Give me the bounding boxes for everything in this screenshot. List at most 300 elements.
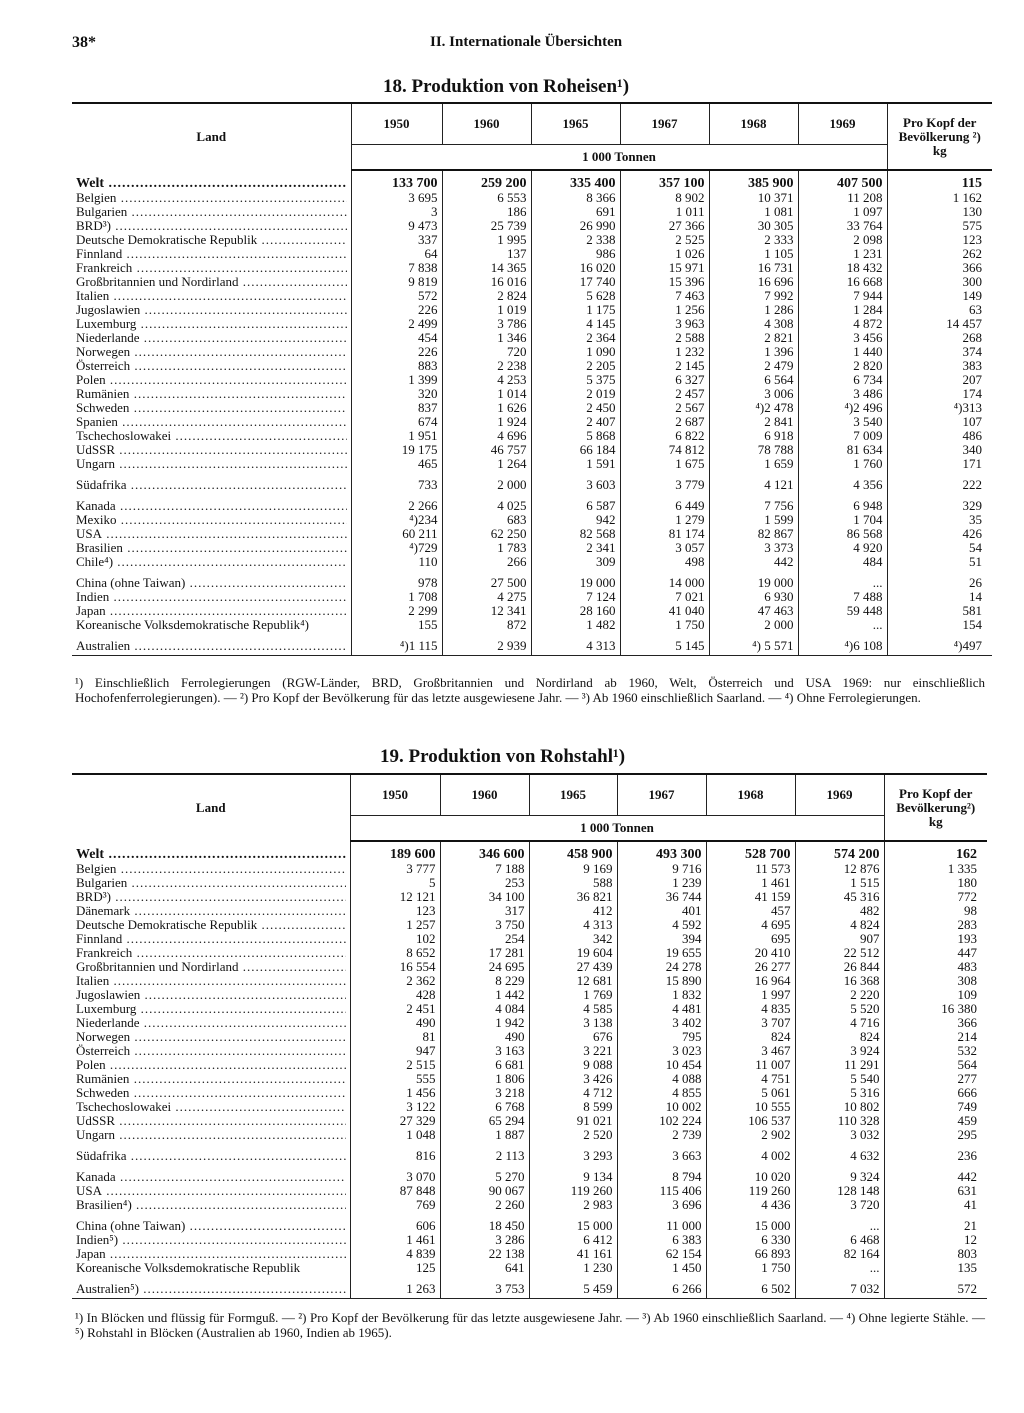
per-capita-cell: 135 xyxy=(884,1261,987,1275)
table-row xyxy=(72,618,992,632)
value-cell: 16 668 xyxy=(798,275,887,289)
value-cell: 189 600 xyxy=(350,841,440,862)
column-header-year: 1968 xyxy=(709,103,798,145)
table-row xyxy=(72,569,992,590)
value-cell: 7 488 xyxy=(798,590,887,604)
value-cell: 11 000 xyxy=(617,1212,706,1233)
row-label: Tschechoslowakei ..... xyxy=(72,1100,350,1114)
row-label: Frankreich ..... xyxy=(72,946,350,960)
per-capita-cell: 366 xyxy=(887,261,992,275)
row-label: Kanada ..... xyxy=(72,492,351,513)
value-cell: 87 848 xyxy=(350,1184,440,1198)
per-capita-cell: 295 xyxy=(884,1128,987,1142)
table-row xyxy=(72,303,992,317)
row-label: Deutsche Demokratische Republik ..... xyxy=(72,233,351,247)
value-cell: 407 500 xyxy=(798,170,887,191)
value-cell: 8 229 xyxy=(440,974,529,988)
value-cell: 816 xyxy=(350,1142,440,1163)
table-row xyxy=(72,960,987,974)
value-cell: 3 750 xyxy=(440,918,529,932)
row-label: China (ohne Taiwan) ..... xyxy=(72,569,351,590)
value-cell: 90 067 xyxy=(440,1184,529,1198)
value-cell: 6 587 xyxy=(531,492,620,513)
value-cell: 6 330 xyxy=(706,1233,795,1247)
value-cell: 458 900 xyxy=(529,841,617,862)
value-cell: 4 716 xyxy=(795,1016,884,1030)
value-cell: 641 xyxy=(440,1261,529,1275)
value-cell: ... xyxy=(795,1212,884,1233)
value-cell: 674 xyxy=(351,415,442,429)
value-cell: 2 939 xyxy=(442,632,531,656)
value-cell: 60 211 xyxy=(351,527,442,541)
value-cell: 4 481 xyxy=(617,1002,706,1016)
value-cell: 1 708 xyxy=(351,590,442,604)
value-cell: 3 486 xyxy=(798,387,887,401)
row-label: Finnland ..... xyxy=(72,247,351,261)
table-row xyxy=(72,247,992,261)
value-cell: 27 366 xyxy=(620,219,709,233)
row-label: Spanien ..... xyxy=(72,415,351,429)
per-capita-cell: ⁴)497 xyxy=(887,632,992,656)
value-cell: 3 286 xyxy=(440,1233,529,1247)
value-cell: 3 xyxy=(351,205,442,219)
table18-footnote: ¹) Einschließlich Ferrolegierungen (RGW-Länder, BRD, Großbritannien und Nordirland ab 1960, Welt, Österreich und USA 1969: nur einschließlich Hochofenferrolegierungen). — ²) Pro Kopf der Bevölkerung für das letzte ausgewiesene Jahr. — ³) Ab 1960 einschließlich Saarland. — ⁴) Ohne Ferrolegierungen. xyxy=(75,675,985,705)
table-row xyxy=(72,890,987,904)
table-row xyxy=(72,513,992,527)
value-cell: 15 890 xyxy=(617,974,706,988)
value-cell: 2 824 xyxy=(442,289,531,303)
per-capita-cell: 483 xyxy=(884,960,987,974)
value-cell: 4 002 xyxy=(706,1142,795,1163)
value-cell: 28 160 xyxy=(531,604,620,618)
value-cell: 2 238 xyxy=(442,359,531,373)
value-cell: 394 xyxy=(617,932,706,946)
value-cell: 33 764 xyxy=(798,219,887,233)
value-cell: 1 997 xyxy=(706,988,795,1002)
value-cell: 3 218 xyxy=(440,1086,529,1100)
value-cell: 82 568 xyxy=(531,527,620,541)
value-cell: 106 537 xyxy=(706,1114,795,1128)
per-capita-cell: 115 xyxy=(887,170,992,191)
value-cell: 883 xyxy=(351,359,442,373)
value-cell: 428 xyxy=(350,988,440,1002)
per-capita-cell: 1 335 xyxy=(884,862,987,876)
row-label: Welt ..... xyxy=(72,841,350,862)
value-cell: 6 948 xyxy=(798,492,887,513)
value-cell: 3 779 xyxy=(620,471,709,492)
value-cell: 3 221 xyxy=(529,1044,617,1058)
row-label: Frankreich ..... xyxy=(72,261,351,275)
value-cell: 4 356 xyxy=(798,471,887,492)
row-label: Südafrika ..... xyxy=(72,471,351,492)
value-cell: 24 278 xyxy=(617,960,706,974)
row-label: Norwegen ..... xyxy=(72,345,351,359)
value-cell: 62 154 xyxy=(617,1247,706,1261)
value-cell: 6 412 xyxy=(529,1233,617,1247)
value-cell: 266 xyxy=(442,555,531,569)
value-cell: 1 440 xyxy=(798,345,887,359)
value-cell: 346 600 xyxy=(440,841,529,862)
value-cell: 606 xyxy=(350,1212,440,1233)
value-cell: 1 659 xyxy=(709,457,798,471)
running-head: II. Internationale Übersichten xyxy=(430,34,623,50)
value-cell: 3 707 xyxy=(706,1016,795,1030)
row-label: USA ..... xyxy=(72,527,351,541)
row-label: Österreich ..... xyxy=(72,359,351,373)
value-cell: 3 293 xyxy=(529,1142,617,1163)
value-cell: 3 373 xyxy=(709,541,798,555)
value-cell: 18 450 xyxy=(440,1212,529,1233)
per-capita-cell: 123 xyxy=(887,233,992,247)
value-cell: 133 700 xyxy=(351,170,442,191)
per-capita-cell: 207 xyxy=(887,373,992,387)
table19 xyxy=(72,773,987,1299)
value-cell: 588 xyxy=(529,876,617,890)
value-cell: 528 700 xyxy=(706,841,795,862)
row-label: Australien⁵) ..... xyxy=(72,1275,350,1299)
value-cell: 2 479 xyxy=(709,359,798,373)
table-row xyxy=(72,590,992,604)
table-row xyxy=(72,1142,987,1163)
value-cell: 82 867 xyxy=(709,527,798,541)
table-row xyxy=(72,191,992,205)
table-row xyxy=(72,415,992,429)
value-cell: 155 xyxy=(351,618,442,632)
value-cell: 16 964 xyxy=(706,974,795,988)
value-cell: 3 070 xyxy=(350,1163,440,1184)
value-cell: 1 887 xyxy=(440,1128,529,1142)
value-cell: 978 xyxy=(351,569,442,590)
per-capita-cell: 666 xyxy=(884,1086,987,1100)
per-capita-cell: 21 xyxy=(884,1212,987,1233)
per-capita-cell: 575 xyxy=(887,219,992,233)
value-cell: 7 463 xyxy=(620,289,709,303)
value-cell: 4 253 xyxy=(442,373,531,387)
value-cell: 2 820 xyxy=(798,359,887,373)
value-cell: 4 872 xyxy=(798,317,887,331)
value-cell: 47 463 xyxy=(709,604,798,618)
value-cell: 4 308 xyxy=(709,317,798,331)
value-cell: 119 260 xyxy=(706,1184,795,1198)
per-capita-cell: 26 xyxy=(887,569,992,590)
value-cell: 1 279 xyxy=(620,513,709,527)
value-cell: 2 338 xyxy=(531,233,620,247)
value-cell: 6 681 xyxy=(440,1058,529,1072)
value-cell: 65 294 xyxy=(440,1114,529,1128)
row-label: Italien ..... xyxy=(72,974,350,988)
value-cell: 1 995 xyxy=(442,233,531,247)
value-cell: 8 794 xyxy=(617,1163,706,1184)
row-label: Japan ..... xyxy=(72,604,351,618)
value-cell: 3 467 xyxy=(706,1044,795,1058)
per-capita-cell: 340 xyxy=(887,443,992,457)
value-cell: 15 396 xyxy=(620,275,709,289)
value-cell: 1 396 xyxy=(709,345,798,359)
column-header-year: 1965 xyxy=(531,103,620,145)
value-cell: 3 023 xyxy=(617,1044,706,1058)
value-cell: 2 260 xyxy=(440,1198,529,1212)
value-cell: 769 xyxy=(350,1198,440,1212)
row-label: Niederlande ..... xyxy=(72,1016,350,1030)
value-cell: 10 371 xyxy=(709,191,798,205)
value-cell: ⁴)2 496 xyxy=(798,401,887,415)
table-row xyxy=(72,1016,987,1030)
per-capita-cell: 329 xyxy=(887,492,992,513)
value-cell: 22 512 xyxy=(795,946,884,960)
per-capita-cell: 581 xyxy=(887,604,992,618)
row-label: Österreich ..... xyxy=(72,1044,350,1058)
table-row xyxy=(72,541,992,555)
value-cell: 27 329 xyxy=(350,1114,440,1128)
value-cell: 4 696 xyxy=(442,429,531,443)
per-capita-cell: 532 xyxy=(884,1044,987,1058)
row-label: Koreanische Volksdemokratische Republik xyxy=(76,1261,301,1275)
value-cell: 824 xyxy=(706,1030,795,1044)
per-capita-cell: 54 xyxy=(887,541,992,555)
value-cell: 1 239 xyxy=(617,876,706,890)
value-cell: 2 983 xyxy=(529,1198,617,1212)
value-cell: 3 786 xyxy=(442,317,531,331)
value-cell: 9 134 xyxy=(529,1163,617,1184)
table-row xyxy=(72,331,992,345)
value-cell: 1 461 xyxy=(350,1233,440,1247)
value-cell: 490 xyxy=(440,1030,529,1044)
column-header-year: 1965 xyxy=(529,774,617,816)
table-row xyxy=(72,1212,987,1233)
value-cell: 110 xyxy=(351,555,442,569)
per-capita-cell: 16 380 xyxy=(884,1002,987,1016)
value-cell: 1 942 xyxy=(440,1016,529,1030)
value-cell: 2 000 xyxy=(709,618,798,632)
value-cell: 119 260 xyxy=(529,1184,617,1198)
value-cell: 1 263 xyxy=(350,1275,440,1299)
value-cell: 5 868 xyxy=(531,429,620,443)
per-capita-cell: 154 xyxy=(887,618,992,632)
row-label: Schweden ..... xyxy=(72,1086,350,1100)
value-cell: 1 081 xyxy=(709,205,798,219)
value-cell: 3 456 xyxy=(798,331,887,345)
value-cell: 309 xyxy=(531,555,620,569)
value-cell: 1 230 xyxy=(529,1261,617,1275)
value-cell: 2 687 xyxy=(620,415,709,429)
value-cell: 10 020 xyxy=(706,1163,795,1184)
value-cell: 385 900 xyxy=(709,170,798,191)
row-label: Indien⁵) ..... xyxy=(72,1233,350,1247)
table-row xyxy=(72,443,992,457)
value-cell: 2 299 xyxy=(351,604,442,618)
value-cell: 1 832 xyxy=(617,988,706,1002)
value-cell: 123 xyxy=(350,904,440,918)
per-capita-cell: 171 xyxy=(887,457,992,471)
value-cell: 4 632 xyxy=(795,1142,884,1163)
value-cell: 4 313 xyxy=(529,918,617,932)
value-cell: 22 138 xyxy=(440,1247,529,1261)
value-cell: 2 739 xyxy=(617,1128,706,1142)
value-cell: 64 xyxy=(351,247,442,261)
value-cell: 442 xyxy=(709,555,798,569)
table-row xyxy=(72,219,992,233)
value-cell: 3 777 xyxy=(350,862,440,876)
row-label: Brasilien ..... xyxy=(72,541,351,555)
per-capita-cell: 300 xyxy=(887,275,992,289)
value-cell: 15 971 xyxy=(620,261,709,275)
table-row xyxy=(72,862,987,876)
value-cell: 19 000 xyxy=(709,569,798,590)
value-cell: 17 281 xyxy=(440,946,529,960)
value-cell: 5 145 xyxy=(620,632,709,656)
value-cell: 837 xyxy=(351,401,442,415)
table-row xyxy=(72,1030,987,1044)
value-cell: 4 751 xyxy=(706,1072,795,1086)
value-cell: 1 769 xyxy=(529,988,617,1002)
value-cell: 7 188 xyxy=(440,862,529,876)
per-capita-cell: 41 xyxy=(884,1198,987,1212)
value-cell: 555 xyxy=(350,1072,440,1086)
value-cell: 795 xyxy=(617,1030,706,1044)
table19-title: 19. Produktion von Rohstahl¹) xyxy=(380,746,626,767)
value-cell: 947 xyxy=(350,1044,440,1058)
per-capita-cell: 193 xyxy=(884,932,987,946)
table-row xyxy=(72,233,992,247)
value-cell: 683 xyxy=(442,513,531,527)
value-cell: 12 681 xyxy=(529,974,617,988)
per-capita-cell: 180 xyxy=(884,876,987,890)
value-cell: 3 963 xyxy=(620,317,709,331)
value-cell: 1 924 xyxy=(442,415,531,429)
value-cell: 7 021 xyxy=(620,590,709,604)
column-header-land: Land xyxy=(72,774,350,841)
value-cell: 2 333 xyxy=(709,233,798,247)
row-label: UdSSR ..... xyxy=(72,443,351,457)
row-label: BRD³) ..... xyxy=(72,219,351,233)
value-cell: 41 161 xyxy=(529,1247,617,1261)
table-row xyxy=(72,1100,987,1114)
value-cell: 16 696 xyxy=(709,275,798,289)
value-cell: 6 502 xyxy=(706,1275,795,1299)
value-cell: 6 383 xyxy=(617,1233,706,1247)
value-cell: 11 573 xyxy=(706,862,795,876)
value-cell: 412 xyxy=(529,904,617,918)
value-cell: 2 902 xyxy=(706,1128,795,1142)
value-cell: ... xyxy=(795,1261,884,1275)
value-cell: 1 019 xyxy=(442,303,531,317)
value-cell: 254 xyxy=(440,932,529,946)
row-label: Belgien ..... xyxy=(72,191,351,205)
value-cell: 66 184 xyxy=(531,443,620,457)
value-cell: 14 000 xyxy=(620,569,709,590)
value-cell: 3 695 xyxy=(351,191,442,205)
value-cell: 19 000 xyxy=(531,569,620,590)
per-capita-cell: 107 xyxy=(887,415,992,429)
column-header-per-capita: Pro Kopf der Bevölkerung²) kg xyxy=(884,774,987,841)
value-cell: 4 855 xyxy=(617,1086,706,1100)
table-row xyxy=(72,359,992,373)
per-capita-cell: 383 xyxy=(887,359,992,373)
value-cell: 1 951 xyxy=(351,429,442,443)
value-cell: 4 592 xyxy=(617,918,706,932)
table-row xyxy=(72,373,992,387)
value-cell: 6 327 xyxy=(620,373,709,387)
value-cell: 5 270 xyxy=(440,1163,529,1184)
value-cell: ⁴)234 xyxy=(351,513,442,527)
value-cell: 1 750 xyxy=(706,1261,795,1275)
value-cell: 1 048 xyxy=(350,1128,440,1142)
value-cell: 11 208 xyxy=(798,191,887,205)
value-cell: 2 220 xyxy=(795,988,884,1002)
value-cell: 5 628 xyxy=(531,289,620,303)
row-label: BRD³) ..... xyxy=(72,890,350,904)
value-cell: 10 454 xyxy=(617,1058,706,1072)
per-capita-cell: 442 xyxy=(884,1163,987,1184)
table-row xyxy=(72,492,992,513)
value-cell: 186 xyxy=(442,205,531,219)
value-cell: 253 xyxy=(440,876,529,890)
per-capita-cell: 109 xyxy=(884,988,987,1002)
value-cell: 7 009 xyxy=(798,429,887,443)
value-cell: 3 122 xyxy=(350,1100,440,1114)
per-capita-cell: 130 xyxy=(887,205,992,219)
value-cell: 3 663 xyxy=(617,1142,706,1163)
per-capita-cell: 308 xyxy=(884,974,987,988)
value-cell: 46 757 xyxy=(442,443,531,457)
per-capita-cell: 564 xyxy=(884,1058,987,1072)
value-cell: ⁴)1 115 xyxy=(351,632,442,656)
value-cell: 2 019 xyxy=(531,387,620,401)
table18 xyxy=(72,102,992,656)
value-cell: 1 011 xyxy=(620,205,709,219)
value-cell: 5 459 xyxy=(529,1275,617,1299)
value-cell: 4 824 xyxy=(795,918,884,932)
table-row xyxy=(72,387,992,401)
value-cell: 20 410 xyxy=(706,946,795,960)
column-header-year: 1950 xyxy=(350,774,440,816)
value-cell: 1 090 xyxy=(531,345,620,359)
value-cell: 6 918 xyxy=(709,429,798,443)
value-cell: 2 520 xyxy=(529,1128,617,1142)
value-cell: 9 473 xyxy=(351,219,442,233)
value-cell: 9 324 xyxy=(795,1163,884,1184)
value-cell: 5 061 xyxy=(706,1086,795,1100)
row-label: Belgien ..... xyxy=(72,862,350,876)
value-cell: 226 xyxy=(351,303,442,317)
value-cell: 12 121 xyxy=(350,890,440,904)
value-cell: 6 449 xyxy=(620,492,709,513)
per-capita-cell: 51 xyxy=(887,555,992,569)
table-row xyxy=(72,1247,987,1261)
value-cell: 2 457 xyxy=(620,387,709,401)
value-cell: 5 520 xyxy=(795,1002,884,1016)
value-cell: 14 365 xyxy=(442,261,531,275)
value-cell: 110 328 xyxy=(795,1114,884,1128)
value-cell: 572 xyxy=(351,289,442,303)
per-capita-cell: 12 xyxy=(884,1233,987,1247)
table-row xyxy=(72,1163,987,1184)
row-label: Ungarn ..... xyxy=(72,1128,350,1142)
value-cell: 3 426 xyxy=(529,1072,617,1086)
value-cell: 3 032 xyxy=(795,1128,884,1142)
value-cell: 4 839 xyxy=(350,1247,440,1261)
value-cell: 36 821 xyxy=(529,890,617,904)
row-label: Welt ..... xyxy=(72,170,351,191)
value-cell: 4 920 xyxy=(798,541,887,555)
value-cell: 19 175 xyxy=(351,443,442,457)
per-capita-cell: 366 xyxy=(884,1016,987,1030)
unit-label: 1 000 Tonnen xyxy=(350,816,884,842)
table-row xyxy=(72,170,992,191)
per-capita-cell: 447 xyxy=(884,946,987,960)
value-cell: 986 xyxy=(531,247,620,261)
column-header-year: 1950 xyxy=(351,103,442,145)
